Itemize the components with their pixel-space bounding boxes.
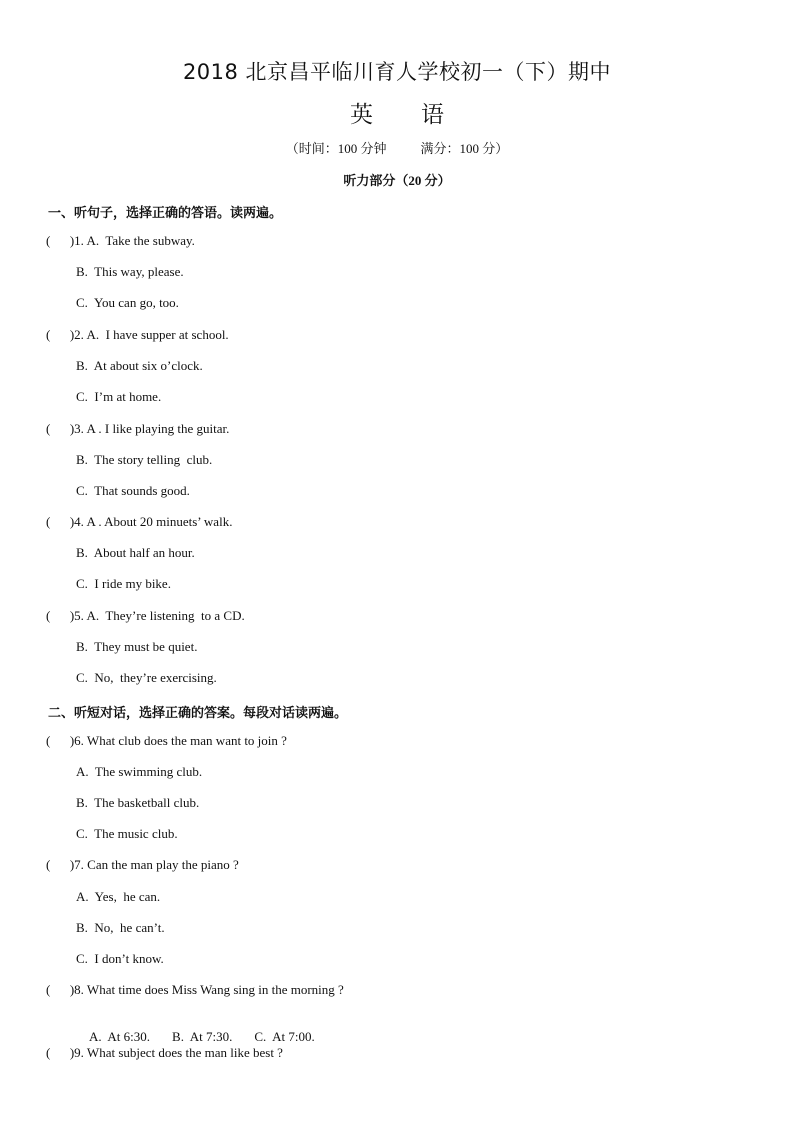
question-4-option-c: C. I ride my bike. [76, 576, 171, 591]
question-8: ( )8. What time does Miss Wang sing in the morning ? [46, 982, 344, 997]
question-2-option-b: B. At about six o’clock. [76, 358, 203, 373]
question-7-option-b: B. No, he can’t. [76, 920, 165, 935]
question-2-option-c: C. I’m at home. [76, 389, 162, 404]
listening-part-heading: 听力部分（20 分） [343, 173, 451, 188]
question-3-option-c: C. That sounds good. [76, 483, 190, 498]
question-8-option-c: C. At 7:00. [254, 1029, 315, 1044]
question-9: ( )9. What subject does the man like best ? [46, 1045, 283, 1060]
question-1-option-c: C. You can go, too. [76, 295, 179, 310]
question-6-option-c: C. The music club. [76, 826, 178, 841]
question-4-option-b: B. About half an hour. [76, 545, 195, 560]
question-8-option-a: A. At 6:30. [89, 1029, 151, 1044]
section-1-heading: 一、听句子，选择正确的答语。读两遍。 [48, 205, 283, 220]
question-8-option-b: B. At 7:30. [172, 1029, 233, 1044]
exam-time: （时间：100 分钟 [285, 141, 387, 156]
question-6-option-b: B. The basketball club. [76, 795, 200, 810]
question-1-option-b: B. This way, please. [76, 264, 184, 279]
exam-title: 2018 北京昌平临川育人学校初一（下）期中 [182, 60, 612, 84]
question-5: ( )5. A. They’re listening to a CD. [46, 608, 245, 623]
question-6: ( )6. What club does the man want to join ? [46, 733, 287, 748]
question-2: ( )2. A. I have supper at school. [46, 327, 229, 342]
section-2-heading: 二、听短对话，选择正确的答案。每段对话读两遍。 [48, 705, 348, 720]
question-5-option-b: B. They must be quiet. [76, 639, 198, 654]
question-7: ( )7. Can the man play the piano ? [46, 857, 239, 872]
question-1: ( )1. A. Take the subway. [46, 233, 195, 248]
question-5-option-c: C. No, they’re exercising. [76, 670, 217, 685]
question-6-option-a: A. The swimming club. [76, 764, 203, 779]
question-7-option-a: A. Yes, he can. [76, 889, 161, 904]
exam-meta [0, 138, 794, 157]
subject-char-2: 语 [421, 102, 444, 128]
question-4: ( )4. A . About 20 minuets’ walk. [46, 514, 233, 529]
exam-score: 满分：100 分） [420, 141, 509, 156]
question-3-option-b: B. The story telling club. [76, 452, 213, 467]
subject-heading [0, 96, 794, 129]
subject-char-1: 英 [350, 102, 373, 128]
question-3: ( )3. A . I like playing the guitar. [46, 421, 230, 436]
question-7-option-c: C. I don’t know. [76, 951, 164, 966]
